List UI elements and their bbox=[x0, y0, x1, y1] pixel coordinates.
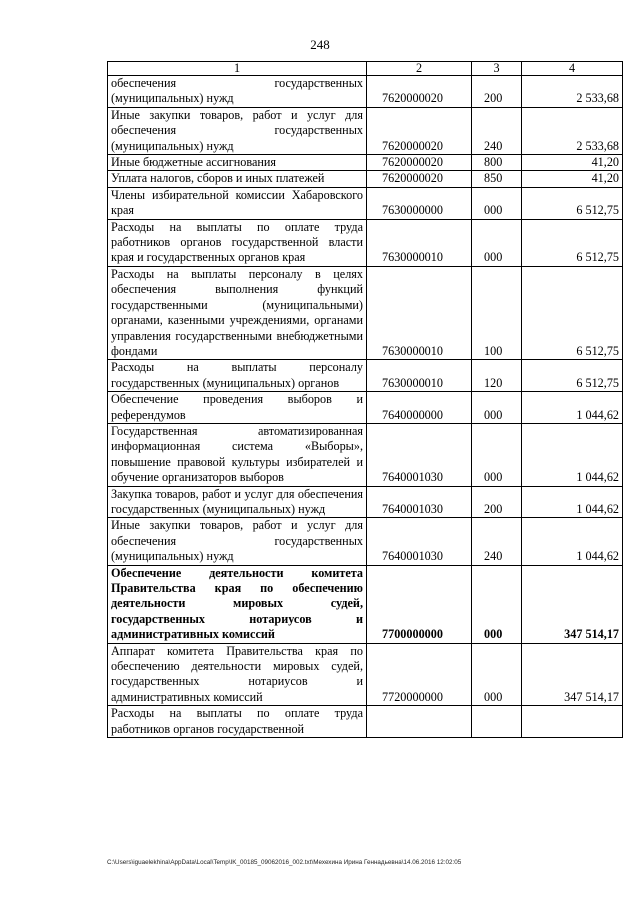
row-type-cell: 000 bbox=[472, 643, 522, 706]
column-header-1: 1 bbox=[108, 62, 367, 76]
row-type-cell: 850 bbox=[472, 171, 522, 187]
row-code-cell: 7640000000 bbox=[367, 392, 472, 424]
row-code-cell bbox=[367, 706, 472, 738]
table-row bbox=[108, 266, 623, 359]
row-sum-cell: 347 514,17 bbox=[522, 643, 623, 706]
table-row bbox=[108, 171, 623, 187]
row-name-cell: Обеспечение деятельности комитета Правительства края по обеспечению деятельности мировых судей, государственных нотариусов и административных комиссий bbox=[108, 565, 367, 643]
table-row bbox=[108, 76, 623, 108]
table-row bbox=[108, 155, 623, 171]
file-path-footer: C:\Users\iguaelekhina\AppData\Local\Temp\IK_00185_09062016_002.txt\Мехехина Ирина Геннадьевна\14.06.2016 12:02:05 bbox=[107, 859, 462, 866]
table-header-row bbox=[108, 62, 623, 76]
row-type-cell: 100 bbox=[472, 266, 522, 359]
row-type-cell bbox=[472, 706, 522, 738]
table-row bbox=[108, 565, 623, 643]
row-code-cell: 7620000020 bbox=[367, 107, 472, 154]
row-code-cell: 7640001030 bbox=[367, 518, 472, 565]
row-name-cell: Уплата налогов, сборов и иных платежей bbox=[108, 171, 367, 187]
row-type-cell: 800 bbox=[472, 155, 522, 171]
page-number: 248 bbox=[310, 37, 330, 52]
row-sum-cell: 2 533,68 bbox=[522, 107, 623, 154]
row-sum-cell: 1 044,62 bbox=[522, 486, 623, 518]
table-row bbox=[108, 423, 623, 486]
row-name-cell: Расходы на выплаты по оплате труда работников органов государственной власти края и государственных органов края bbox=[108, 219, 367, 266]
row-name-cell: Аппарат комитета Правительства края по обеспечению деятельности мировых судей, государственных нотариусов и административных комиссий bbox=[108, 643, 367, 706]
row-sum-cell: 1 044,62 bbox=[522, 518, 623, 565]
column-header-2: 2 bbox=[367, 62, 472, 76]
row-code-cell: 7640001030 bbox=[367, 486, 472, 518]
row-type-cell: 000 bbox=[472, 392, 522, 424]
row-code-cell: 7620000020 bbox=[367, 76, 472, 108]
row-code-cell: 7720000000 bbox=[367, 643, 472, 706]
row-name-cell: Иные закупки товаров, работ и услуг для обеспечения государственных (муниципальных) нужд bbox=[108, 518, 367, 565]
row-type-cell: 000 bbox=[472, 423, 522, 486]
row-name-cell: Члены избирательной комиссии Хабаровского края bbox=[108, 187, 367, 219]
row-code-cell: 7630000010 bbox=[367, 266, 472, 359]
row-type-cell: 200 bbox=[472, 486, 522, 518]
row-sum-cell: 6 512,75 bbox=[522, 219, 623, 266]
row-code-cell: 7620000020 bbox=[367, 171, 472, 187]
row-name-cell: обеспечения государственных (муниципальных) нужд bbox=[108, 76, 367, 108]
row-type-cell: 000 bbox=[472, 219, 522, 266]
row-name-cell: Закупка товаров, работ и услуг для обеспечения государственных (муниципальных) нужд bbox=[108, 486, 367, 518]
table-row bbox=[108, 107, 623, 154]
table-row bbox=[108, 643, 623, 706]
table-row bbox=[108, 187, 623, 219]
row-type-cell: 000 bbox=[472, 565, 522, 643]
row-sum-cell bbox=[522, 706, 623, 738]
row-sum-cell: 347 514,17 bbox=[522, 565, 623, 643]
row-name-cell: Расходы на выплаты персоналу государственных (муниципальных) органов bbox=[108, 360, 367, 392]
row-sum-cell: 1 044,62 bbox=[522, 392, 623, 424]
table-row bbox=[108, 706, 623, 738]
row-type-cell: 200 bbox=[472, 76, 522, 108]
row-name-cell: Расходы на выплаты персоналу в целях обеспечения выполнения функций государственными (муниципальными) органами, казенными учреждениями, органами управления государственными внебюджетными фондами bbox=[108, 266, 367, 359]
row-sum-cell: 41,20 bbox=[522, 171, 623, 187]
row-sum-cell: 6 512,75 bbox=[522, 187, 623, 219]
row-code-cell: 7630000010 bbox=[367, 219, 472, 266]
row-code-cell: 7620000020 bbox=[367, 155, 472, 171]
row-type-cell: 000 bbox=[472, 187, 522, 219]
row-name-cell: Государственная автоматизированная информационная система «Выборы», повышение правовой культуры избирателей и обучение организаторов выборов bbox=[108, 423, 367, 486]
row-code-cell: 7630000000 bbox=[367, 187, 472, 219]
column-header-3: 3 bbox=[472, 62, 522, 76]
row-sum-cell: 6 512,75 bbox=[522, 360, 623, 392]
table-row bbox=[108, 392, 623, 424]
budget-table bbox=[107, 61, 623, 738]
table-row bbox=[108, 219, 623, 266]
row-sum-cell: 41,20 bbox=[522, 155, 623, 171]
table-row bbox=[108, 486, 623, 518]
row-code-cell: 7640001030 bbox=[367, 423, 472, 486]
row-type-cell: 240 bbox=[472, 518, 522, 565]
row-code-cell: 7700000000 bbox=[367, 565, 472, 643]
row-sum-cell: 1 044,62 bbox=[522, 423, 623, 486]
row-name-cell: Обеспечение проведения выборов и референдумов bbox=[108, 392, 367, 424]
row-type-cell: 120 bbox=[472, 360, 522, 392]
row-sum-cell: 6 512,75 bbox=[522, 266, 623, 359]
table-row bbox=[108, 518, 623, 565]
row-code-cell: 7630000010 bbox=[367, 360, 472, 392]
row-name-cell: Расходы на выплаты по оплате труда работников органов государственной bbox=[108, 706, 367, 738]
row-sum-cell: 2 533,68 bbox=[522, 76, 623, 108]
row-name-cell: Иные бюджетные ассигнования bbox=[108, 155, 367, 171]
table-row bbox=[108, 360, 623, 392]
row-type-cell: 240 bbox=[472, 107, 522, 154]
column-header-4: 4 bbox=[522, 62, 623, 76]
row-name-cell: Иные закупки товаров, работ и услуг для обеспечения государственных (муниципальных) нужд bbox=[108, 107, 367, 154]
